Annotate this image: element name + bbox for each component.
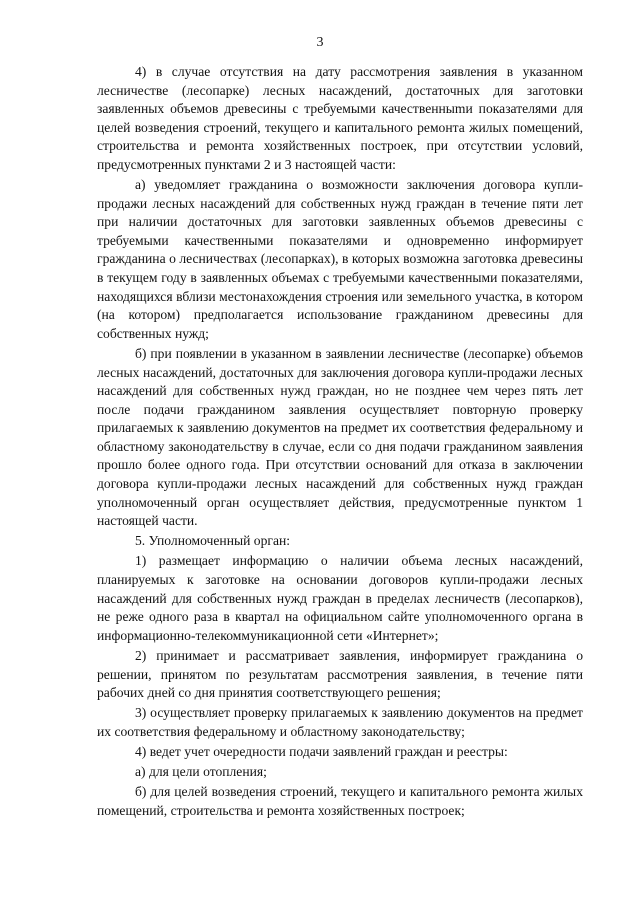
paragraph-subitem-b: б) при появлении в указанном в заявлении лесничестве (лесопарке) объемов лесных насаждений, достаточных для заключения договора купли-продажи лесных насаждений для собственных нужд граждан, но не позднее чем через пять лет после подачи гражданином заявления осуществляет повторную проверку прилагаемых к заявлению документов на предмет их соответствия федеральному и областному законодательству в случае, если со дня подачи гражданином заявления прошло более одного года. При отсутствии оснований для отказа в заключении договора купли-продажи лесных насаждений для собственных нужд граждан уполномоченный орган осуществляет действия, предусмотренные пунктом 1 настоящей части.	[97, 345, 583, 529]
page-number: 3	[316, 35, 324, 50]
paragraph-registry-b: б) для целей возведения строений, текущего и капитального ремонта жилых помещений, строительства и ремонта хозяйственных построек;	[97, 784, 583, 818]
paragraph-section-5-heading: 5. Уполномоченный орган:	[135, 533, 291, 549]
paragraph-item-4: 4) в случае отсутствия на дату рассмотрения заявления в указанном лесничестве (лесопарке) лесных насаждений, достаточных для заготовки заявленных объемов древесины с требуемыми качественныmи показателями для целей возведения строений, текущего и капитального ремонта жилых помещений, строительства и ремонта хозяйственных построек, при отсутствии условий, предусмотренных пунктами 2 и 3 настоящей части:	[97, 64, 583, 172]
paragraph-section-5-item-4: 4) ведет учет очередности подачи заявлений граждан и реестры:	[135, 743, 508, 759]
paragraph-section-5-item-2: 2) принимает и рассматривает заявления, информирует гражданина о решении, принятом по результатам рассмотрения заявления, в течение пяти рабочих дней со дня принятия соответствующего решения;	[97, 647, 583, 701]
paragraph-subitem-a: а) уведомляет гражданина о возможности заключения договора купли-продажи лесных насаждений для собственных нужд граждан в течение пяти лет при наличии достаточных для заготовки заявленных объемов древесины с требуемыми качественными показателями и одновременно информирует гражданина о лесничествах (лесопарках), в которых возможна заготовка древесины в текущем году в заявленных объемах с требуемыми качественными показателями, находящихся вблизи местонахождения строения или земельного участка, в котором (на котором) предполагается использование гражданином древесины для собственных нужд;	[97, 177, 583, 341]
paragraph-section-5-item-1: 1) размещает информацию о наличии объема лесных насаждений, планируемых к заготовке на основании договоров купли-продажи лесных насаждений для собственных нужд граждан в пределах лесничеств (лесопарков), не реже одного раза в квартал на официальном сайте уполномоченного органа в информационно-телекоммуникационной сети «Интернет»;	[97, 553, 583, 643]
paragraph-section-5-item-3: 3) осуществляет проверку прилагаемых к заявлению документов на предмет их соответствия федеральному и областному законодательству;	[97, 705, 583, 739]
paragraph-registry-a: а) для цели отопления;	[135, 763, 267, 779]
document-body	[97, 63, 583, 820]
